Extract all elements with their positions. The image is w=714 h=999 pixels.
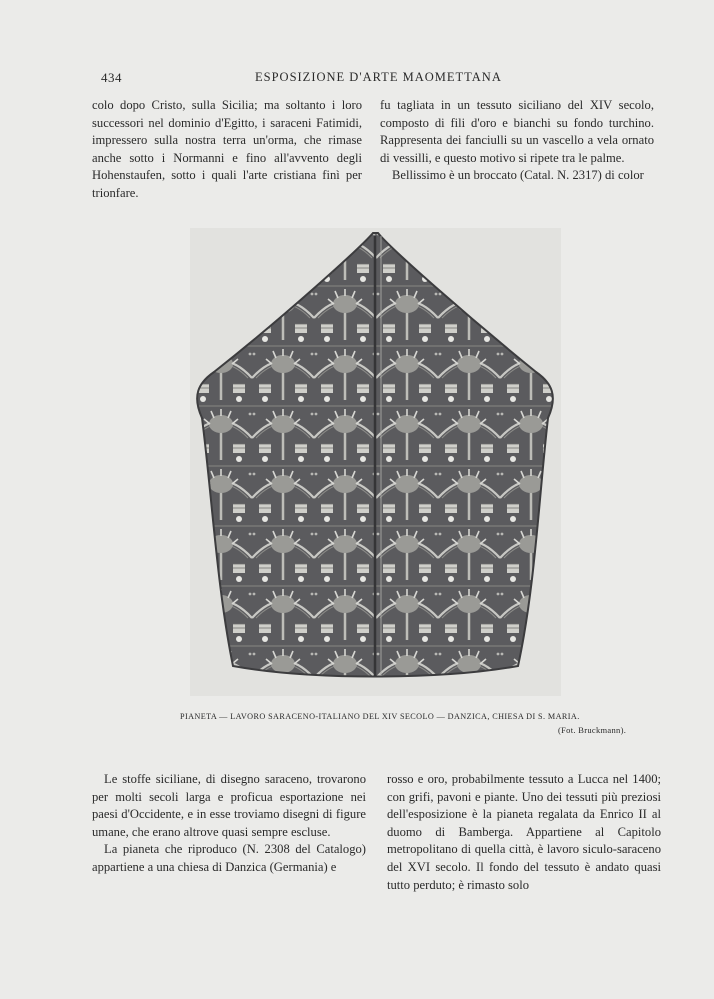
- photo-credit: (Fot. Bruckmann).: [558, 725, 627, 735]
- text-column-bottom-left: [92, 771, 366, 877]
- page-number: 434: [101, 70, 122, 85]
- paragraph: La pianeta che riproduco (N. 2308 del Catalogo) appartiene a una chiesa di Danzica (Germania) e: [92, 842, 366, 874]
- paragraph: fu tagliata in un tessuto siciliano del XIV secolo, composto di fili d'oro e bianchi su fondo turchino. Rappresenta dei fanciulli su un vascello a vela ornato di vessilli, e questo motivo si ripete tra le palme.: [380, 98, 654, 165]
- paragraph: Le stoffe siciliane, di disegno saraceno, trovarono per molti secoli larga e proficua esportazione nei paesi d'Occidente, e in esse troviamo disegni di figure umane, che erano altrove quasi sempre escluse.: [92, 772, 366, 839]
- running-title: ESPOSIZIONE D'ARTE MAOMETTANA: [255, 70, 502, 84]
- paragraph: colo dopo Cristo, sulla Sicilia; ma soltanto i loro successori nel dominio d'Egitto, i saraceni Fatimidi, impressero sulla nostra terra un'orma, che rimase anche sotto i Normanni e fino all'avvento degli Hohenstaufen, sotto i quali l'arte cristiana finì per trionfare.: [92, 98, 362, 200]
- paragraph: Bellissimo è un broccato (Catal. N. 2317) di color: [392, 168, 644, 183]
- chasuble-illustration: [190, 228, 561, 696]
- chasuble-photograph: [190, 228, 561, 696]
- text-column-top-right: [380, 97, 654, 185]
- paragraph: rosso e oro, probabilmente tessuto a Lucca nel 1400; con grifi, pavoni e piante. Uno dei tessuti più preziosi dell'esposizione è la pianeta regalata da Enrico II al duomo di Bamberga. Appartiene al Capitolo metropolitano di quella città, è lavoro siculo-saraceno del XVI secolo. Il fondo del tessuto è andato quasi tutto perduto; è rimasto solo: [387, 772, 661, 892]
- text-column-top-left: [92, 97, 362, 203]
- figure-caption: PIANETA — LAVORO SARACENO-ITALIANO DEL XIV SECOLO — DANZICA, CHIESA DI S. MARIA.: [180, 712, 580, 721]
- text-column-bottom-right: [387, 771, 661, 894]
